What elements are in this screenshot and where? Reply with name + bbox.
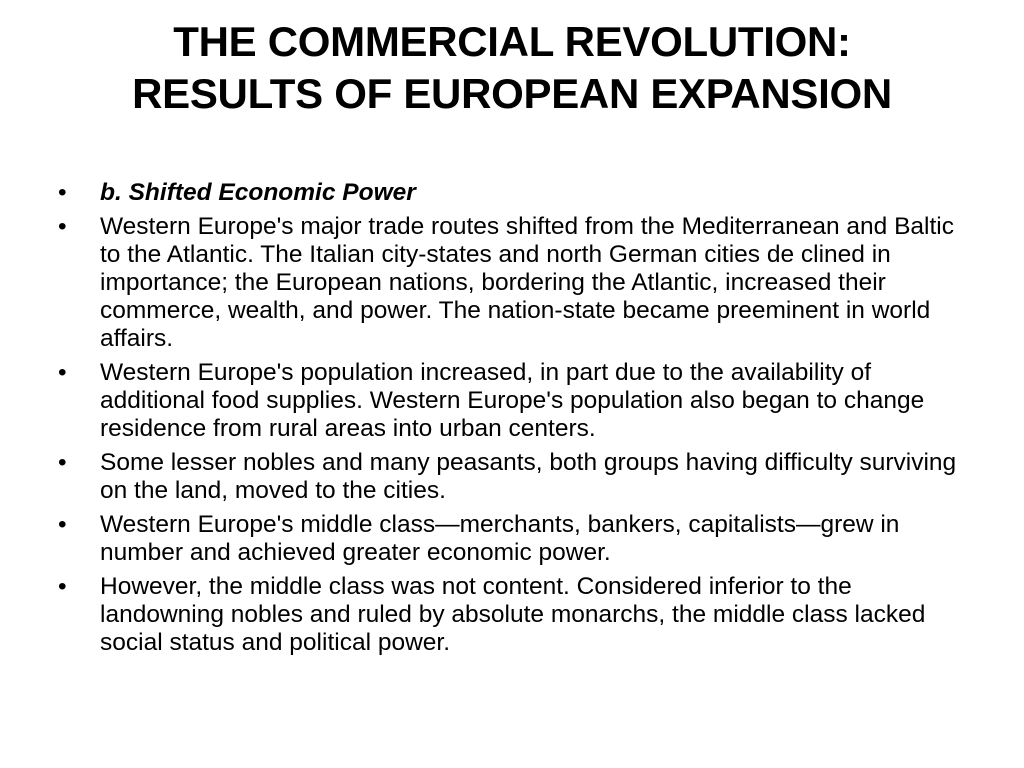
bullet-list xyxy=(58,179,978,663)
bullet-icon: • xyxy=(58,213,67,240)
bullet-item-discontent xyxy=(58,573,978,657)
bullet-icon: • xyxy=(58,359,67,386)
bullet-text: However, the middle class was not content. Considered inferior to the landowning nobles and ruled by absolute monarchs, the middle class lacked social status and political power. xyxy=(100,573,926,656)
bullet-item-trade-routes xyxy=(58,213,978,353)
bullet-icon: • xyxy=(58,511,67,538)
bullet-icon: • xyxy=(58,449,67,476)
bullet-item-population xyxy=(58,359,978,443)
bullet-item-subheading xyxy=(58,179,978,207)
bullet-text: Some lesser nobles and many peasants, both groups having difficulty surviving on the land, moved to the cities. xyxy=(100,449,957,504)
slide-title-line-1: THE COMMERCIAL REVOLUTION: xyxy=(173,18,851,65)
slide-title xyxy=(40,16,984,120)
bullet-text: b. Shifted Economic Power xyxy=(100,179,416,206)
bullet-text: Western Europe's population increased, in part due to the availability of additional food supplies. Western Europe's population also began to change residence from rural areas into urban centers. xyxy=(100,359,925,442)
bullet-item-middle-class xyxy=(58,511,978,567)
bullet-icon: • xyxy=(58,573,67,600)
slide-title-line-2: RESULTS OF EUROPEAN EXPANSION xyxy=(132,70,892,117)
bullet-text: Western Europe's middle class—merchants, bankers, capitalists—grew in number and achieved greater economic power. xyxy=(100,511,900,566)
bullet-icon: • xyxy=(58,179,67,206)
bullet-text: Western Europe's major trade routes shifted from the Mediterranean and Baltic to the Atlantic. The Italian city-states and north German cities de clined in importance; the European nations, bordering the Atlantic, increased their commerce, wealth, and power. The nation-state became preeminent in world affairs. xyxy=(100,213,954,352)
bullet-item-migration xyxy=(58,449,978,505)
